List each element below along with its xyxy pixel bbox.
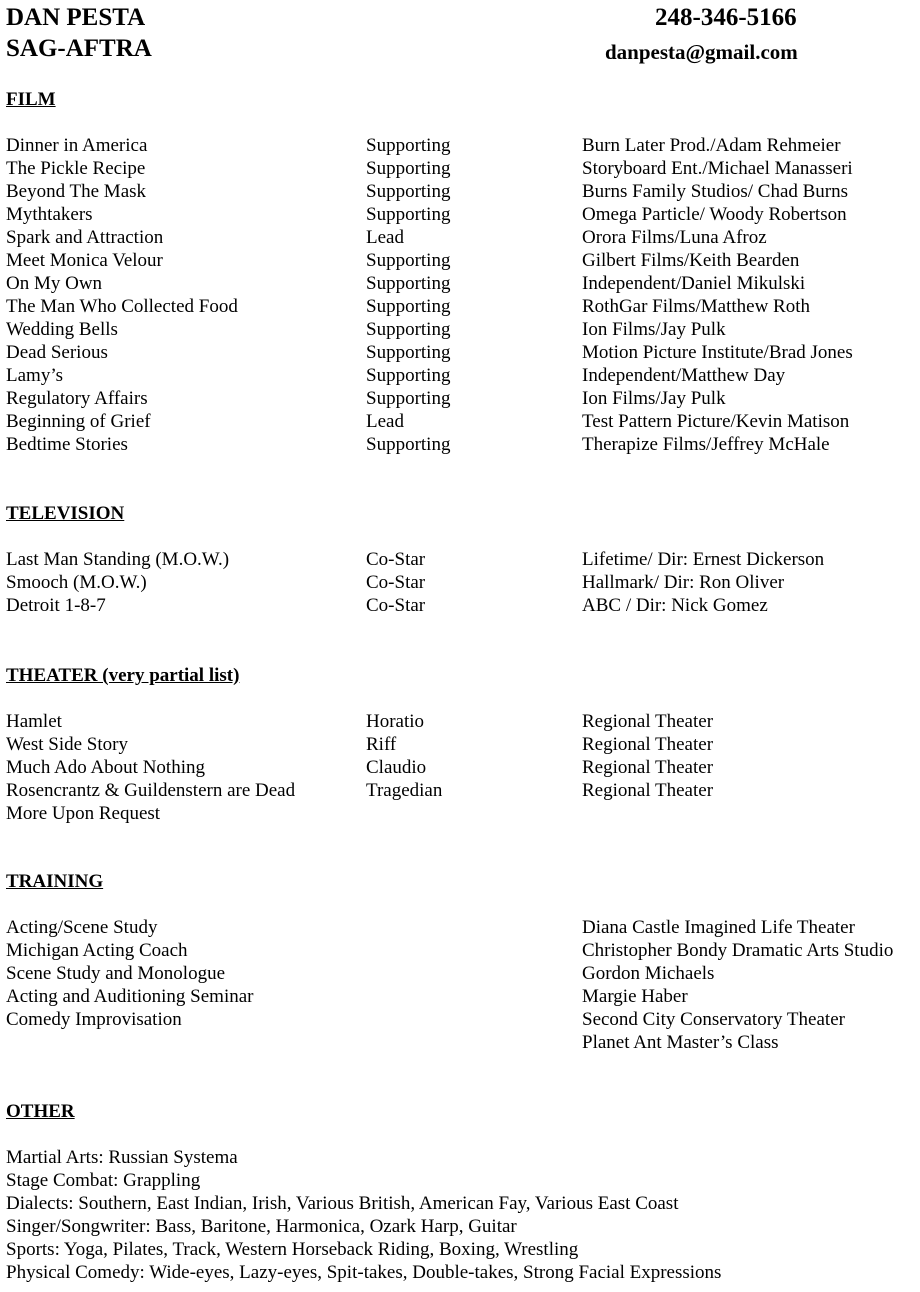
skill-text: Physical Comedy: Wide-eyes, Lazy-eyes, Spit-takes, Double-takes, Strong Facial Expressions	[6, 1262, 722, 1283]
credit-title: Smooch (M.O.W.)	[6, 572, 147, 593]
training-row	[0, 985, 920, 1008]
credit-role: Supporting	[366, 135, 451, 156]
credit-title: Lamy’s	[6, 365, 63, 386]
credit-role: Lead	[366, 227, 404, 248]
credit-title: Beginning of Grief	[6, 411, 151, 432]
credit-row	[0, 710, 920, 733]
film-credits	[0, 134, 920, 456]
credit-role: Supporting	[366, 342, 451, 363]
training-row	[0, 1031, 920, 1054]
credit-role: Supporting	[366, 434, 451, 455]
credit-role: Co-Star	[366, 549, 426, 570]
training-course: Michigan Acting Coach	[6, 940, 188, 961]
skill-line	[0, 1192, 920, 1215]
training-course: Acting/Scene Study	[6, 917, 158, 938]
credit-row	[0, 249, 920, 272]
credit-company: Ion Films/Jay Pulk	[582, 388, 726, 409]
credit-title: Wedding Bells	[6, 319, 118, 340]
training-list	[0, 916, 920, 1054]
credit-company: Regional Theater	[582, 757, 714, 778]
other-skills	[0, 1146, 920, 1284]
credit-row	[0, 594, 920, 617]
credit-title: Much Ado About Nothing	[6, 757, 205, 778]
skill-text: Stage Combat: Grappling	[6, 1170, 201, 1191]
credit-row	[0, 364, 920, 387]
credit-role: Riff	[366, 734, 397, 755]
credit-company: Storyboard Ent./Michael Manasseri	[582, 158, 853, 179]
credit-title: Rosencrantz & Guildenstern are Dead	[6, 780, 296, 801]
credit-company: Burns Family Studios/ Chad Burns	[582, 181, 849, 202]
training-row	[0, 916, 920, 939]
credit-company: RothGar Films/Matthew Roth	[582, 296, 810, 317]
skill-text: Sports: Yoga, Pilates, Track, Western Horseback Riding, Boxing, Wrestling	[6, 1239, 579, 1260]
credit-title: Dinner in America	[6, 135, 148, 156]
credit-role: Supporting	[366, 158, 451, 179]
union-affiliation: SAG-AFTRA	[6, 35, 152, 62]
theater-section-title: THEATER (very partial list)	[6, 665, 240, 686]
credit-row	[0, 203, 920, 226]
credit-row	[0, 180, 920, 203]
training-school: Christopher Bondy Dramatic Arts Studio	[582, 940, 894, 961]
skill-line	[0, 1146, 920, 1169]
credit-row	[0, 226, 920, 249]
training-school: Diana Castle Imagined Life Theater	[582, 917, 855, 938]
credit-row	[0, 756, 920, 779]
credit-title: The Pickle Recipe	[6, 158, 146, 179]
credit-company: Lifetime/ Dir: Ernest Dickerson	[582, 549, 825, 570]
credit-company: Motion Picture Institute/Brad Jones	[582, 342, 853, 363]
theater-credits	[0, 710, 920, 825]
training-row	[0, 939, 920, 962]
credit-role: Lead	[366, 411, 404, 432]
credit-company: Omega Particle/ Woody Robertson	[582, 204, 847, 225]
credit-company: Gilbert Films/Keith Bearden	[582, 250, 800, 271]
credit-role: Supporting	[366, 181, 451, 202]
credit-role: Supporting	[366, 296, 451, 317]
other-section-title: OTHER	[6, 1101, 75, 1122]
training-course: Comedy Improvisation	[6, 1009, 182, 1030]
training-school: Planet Ant Master’s Class	[582, 1032, 779, 1053]
training-row	[0, 962, 920, 985]
training-course: Scene Study and Monologue	[6, 963, 226, 984]
credit-row	[0, 157, 920, 180]
credit-role: Co-Star	[366, 595, 426, 616]
credit-title: West Side Story	[6, 734, 128, 755]
credit-company: Burn Later Prod./Adam Rehmeier	[582, 135, 841, 156]
credit-row	[0, 733, 920, 756]
credit-company: Hallmark/ Dir: Ron Oliver	[582, 572, 785, 593]
email-address: danpesta@gmail.com	[605, 40, 798, 64]
credit-row	[0, 272, 920, 295]
training-school: Gordon Michaels	[582, 963, 715, 984]
training-row	[0, 1008, 920, 1031]
credit-role: Supporting	[366, 273, 451, 294]
credit-row	[0, 433, 920, 456]
credit-row	[0, 295, 920, 318]
skill-text: Martial Arts: Russian Systema	[6, 1147, 238, 1168]
credit-title: Last Man Standing (M.O.W.)	[6, 549, 230, 570]
phone-number: 248-346-5166	[655, 4, 797, 31]
credit-company: Regional Theater	[582, 780, 714, 801]
credit-title: Spark and Attraction	[6, 227, 164, 248]
credit-row	[0, 318, 920, 341]
skill-line	[0, 1238, 920, 1261]
credit-role: Supporting	[366, 365, 451, 386]
credit-company: Independent/Matthew Day	[582, 365, 786, 386]
credit-company: ABC / Dir: Nick Gomez	[582, 595, 768, 616]
skill-line	[0, 1261, 920, 1284]
television-section-title: TELEVISION	[6, 503, 125, 524]
film-section-title: FILM	[6, 89, 56, 110]
actor-name: DAN PESTA	[6, 4, 146, 31]
credit-role: Supporting	[366, 204, 451, 225]
credit-title: Bedtime Stories	[6, 434, 128, 455]
credit-row	[0, 134, 920, 157]
skill-text: Singer/Songwriter: Bass, Baritone, Harmonica, Ozark Harp, Guitar	[6, 1216, 517, 1237]
skill-text: Dialects: Southern, East Indian, Irish, Various British, American Fay, Various East Coast	[6, 1193, 679, 1214]
credit-title: Hamlet	[6, 711, 62, 732]
credit-title: Beyond The Mask	[6, 181, 147, 202]
credit-title: Mythtakers	[6, 204, 93, 225]
credit-title: Detroit 1-8-7	[6, 595, 106, 616]
credit-title: Meet Monica Velour	[6, 250, 163, 271]
credit-title: Dead Serious	[6, 342, 108, 363]
credit-role: Co-Star	[366, 572, 426, 593]
credit-company: Orora Films/Luna Afroz	[582, 227, 767, 248]
credit-company: Therapize Films/Jeffrey McHale	[582, 434, 830, 455]
credit-role: Tragedian	[366, 780, 443, 801]
training-section-title: TRAINING	[6, 871, 104, 892]
training-school: Margie Haber	[582, 986, 688, 1007]
theater-note: More Upon Request	[6, 803, 161, 824]
credit-role: Claudio	[366, 757, 427, 778]
credit-title: Regulatory Affairs	[6, 388, 148, 409]
credit-role: Supporting	[366, 388, 451, 409]
credit-row	[0, 571, 920, 594]
credit-row	[0, 802, 920, 825]
credit-company: Test Pattern Picture/Kevin Matison	[582, 411, 850, 432]
credit-company: Regional Theater	[582, 734, 714, 755]
credit-role: Supporting	[366, 250, 451, 271]
training-course: Acting and Auditioning Seminar	[6, 986, 254, 1007]
credit-row	[0, 410, 920, 433]
skill-line	[0, 1215, 920, 1238]
credit-role: Horatio	[366, 711, 425, 732]
credit-row	[0, 387, 920, 410]
training-school: Second City Conservatory Theater	[582, 1009, 845, 1030]
skill-line	[0, 1169, 920, 1192]
credit-row	[0, 548, 920, 571]
credit-company: Ion Films/Jay Pulk	[582, 319, 726, 340]
credit-title: On My Own	[6, 273, 103, 294]
credit-row	[0, 779, 920, 802]
credit-company: Independent/Daniel Mikulski	[582, 273, 806, 294]
credit-role: Supporting	[366, 319, 451, 340]
credit-company: Regional Theater	[582, 711, 714, 732]
television-credits	[0, 548, 920, 617]
credit-title: The Man Who Collected Food	[6, 296, 238, 317]
credit-row	[0, 341, 920, 364]
